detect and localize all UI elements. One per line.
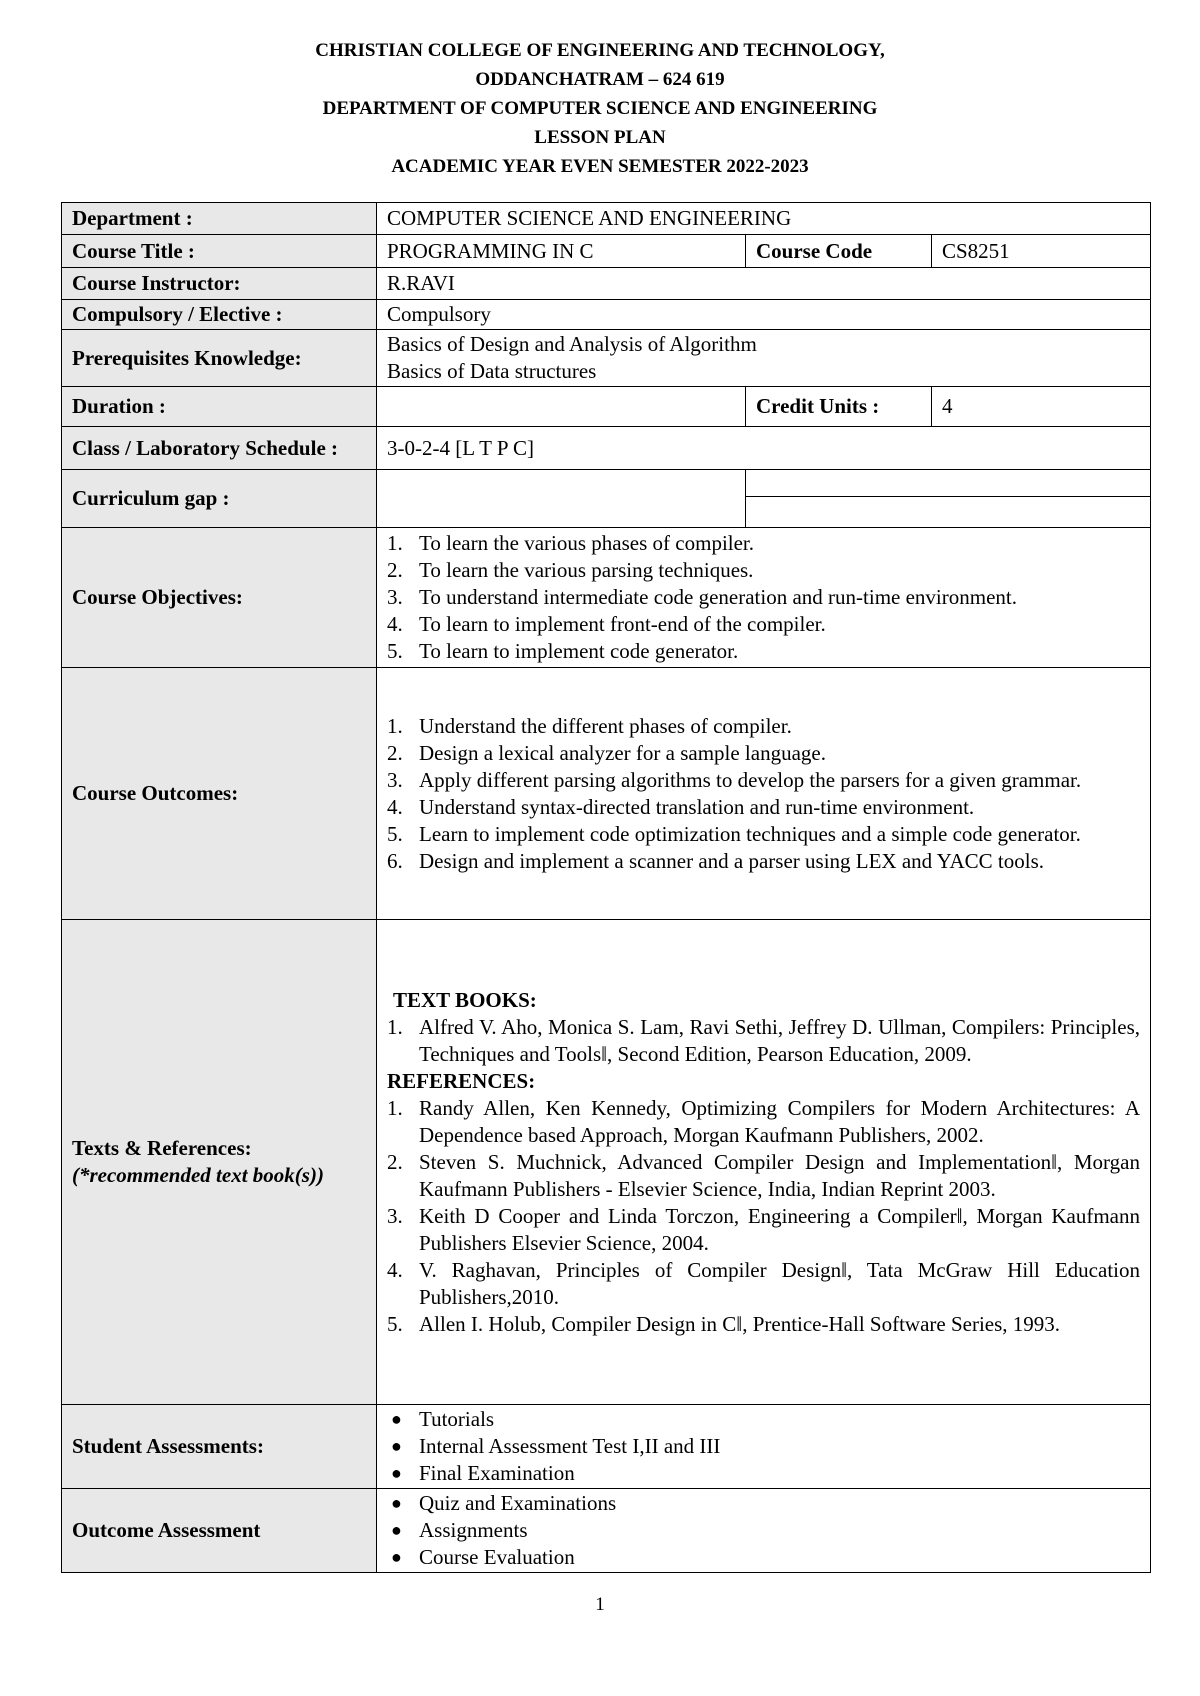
list-item: 1. Randy Allen, Ken Kennedy, Optimizing Compilers for Modern Architectures: A Dependence based Approach, Morgan Kaufmann Publishers, 2002. (387, 1095, 1140, 1147)
bullet-icon: ● (391, 1463, 402, 1483)
list-item: 3. Keith D Cooper and Linda Torczon, Engineering a Compiler‖, Morgan Kaufmann Publishers Elsevier Science, 2004. (387, 1203, 1140, 1255)
list-item: ● Tutorials (391, 1407, 495, 1431)
row-objectives (62, 528, 1151, 668)
college-name: CHRISTIAN COLLEGE OF ENGINEERING AND TECHNOLOGY, (315, 40, 885, 61)
schedule-value: 3-0-2-4 [L T P C] (377, 427, 1151, 470)
bullet-icon: ● (391, 1436, 402, 1456)
course-title-value: PROGRAMMING IN C (377, 235, 746, 268)
row-compulsory (62, 300, 1151, 330)
list-item: 6. Design and implement a scanner and a parser using LEX and YACC tools. (387, 848, 1044, 873)
textbooks-heading: TEXT BOOKS: (393, 987, 537, 1012)
row-instructor (62, 268, 1151, 300)
row-duration (62, 387, 1151, 427)
course-title-label: Course Title : (62, 235, 377, 268)
duration-value (377, 387, 746, 427)
instructor-value: R.RAVI (377, 268, 1151, 300)
textbooks-list (387, 1014, 1140, 1068)
prerequisites-label: Prerequisites Knowledge: (62, 330, 377, 387)
references-heading: REFERENCES: (387, 1068, 536, 1093)
row-curriculum-gap (62, 470, 1151, 528)
texts-sublabel: (*recommended text book(s)) (72, 1163, 324, 1187)
curriculum-gap-value (377, 470, 746, 528)
row-outcomes (62, 668, 1151, 920)
curriculum-gap-divider (746, 470, 1150, 497)
outcome-assessment-label: Outcome Assessment (62, 1489, 377, 1573)
credit-units-value: 4 (932, 387, 1151, 427)
duration-label: Duration : (62, 387, 377, 427)
course-code-value: CS8251 (932, 235, 1151, 268)
academic-year: ACADEMIC YEAR EVEN SEMESTER 2022-2023 (391, 156, 809, 177)
list-item: 2. Design a lexical analyzer for a sample language. (387, 740, 826, 765)
department-value: COMPUTER SCIENCE AND ENGINEERING (377, 203, 1151, 235)
objectives-list-cell (377, 528, 1151, 668)
prerequisites-value (377, 330, 1151, 387)
row-outcome-assessment (62, 1489, 1151, 1573)
curriculum-gap-label: Curriculum gap : (62, 470, 377, 528)
texts-label: Texts & References: (72, 1136, 252, 1160)
list-item: 4. V. Raghavan, Principles of Compiler Design‖, Tata McGraw Hill Education Publishers,2010. (387, 1257, 1140, 1309)
list-item: ● Course Evaluation (391, 1545, 575, 1569)
list-item: 4. To learn to implement front-end of the compiler. (387, 612, 826, 636)
texts-references-cell (377, 920, 1151, 1405)
instructor-label: Course Instructor: (62, 268, 377, 300)
list-item: 2. Steven S. Muchnick, Advanced Compiler Design and Implementation‖, Morgan Kaufmann Publishers - Elsevier Science, India, Indian Reprint 2003. (387, 1149, 1140, 1201)
student-assessments-list (387, 1406, 1140, 1487)
row-department (62, 203, 1151, 235)
list-item: 3. Apply different parsing algorithms to develop the parsers for a given grammar. (387, 767, 1082, 792)
row-prerequisites (62, 330, 1151, 387)
outcome-assessment-cell (377, 1489, 1151, 1573)
list-item: 5. To learn to implement code generator. (387, 639, 739, 663)
compulsory-value: Compulsory (377, 300, 1151, 330)
row-texts-references (62, 920, 1151, 1405)
list-item: 1. To learn the various phases of compiler. (387, 531, 755, 555)
row-student-assessments (62, 1405, 1151, 1489)
department-title: DEPARTMENT OF COMPUTER SCIENCE AND ENGINEERING (322, 98, 878, 119)
lesson-plan-table (61, 202, 1151, 1573)
list-item: 1. Understand the different phases of compiler. (387, 713, 792, 738)
row-schedule (62, 427, 1151, 470)
bullet-icon: ● (391, 1493, 402, 1513)
list-item: ● Quiz and Examinations (391, 1491, 617, 1515)
list-item: 5. Learn to implement code optimization techniques and a simple code generator. (387, 821, 1081, 846)
row-course-title (62, 235, 1151, 268)
list-item: 1. Alfred V. Aho, Monica S. Lam, Ravi Sethi, Jeffrey D. Ullman, Compilers: Principles, Techniques and Tools‖, Second Edition, Pearson Education, 2009. (387, 1014, 1140, 1066)
bullet-icon: ● (391, 1409, 402, 1429)
course-code-label: Course Code (746, 235, 932, 268)
list-item: ● Internal Assessment Test I,II and III (391, 1434, 721, 1458)
schedule-label: Class / Laboratory Schedule : (62, 427, 377, 470)
list-item: ● Assignments (391, 1518, 528, 1542)
list-item: 4. Understand syntax-directed translation and run-time environment. (387, 794, 975, 819)
page-number: 1 (595, 1594, 605, 1615)
compulsory-label: Compulsory / Elective : (62, 300, 377, 330)
credit-units-label: Credit Units : (746, 387, 932, 427)
outcome-assessment-list (387, 1490, 1140, 1571)
list-item: 2. To learn the various parsing techniques. (387, 558, 754, 582)
student-assessments-label: Student Assessments: (62, 1405, 377, 1489)
bullet-icon: ● (391, 1520, 402, 1540)
college-address: ODDANCHATRAM – 624 619 (475, 69, 725, 90)
outcomes-list-cell (377, 668, 1151, 920)
document-header (0, 36, 1200, 181)
bullet-icon: ● (391, 1547, 402, 1567)
curriculum-gap-split-cell (746, 470, 1151, 528)
list-item: 5. Allen I. Holub, Compiler Design in C‖, Prentice-Hall Software Series, 1993. (387, 1311, 1061, 1336)
prerequisite-item: Basics of Data structures (387, 359, 597, 383)
objectives-label: Course Objectives: (62, 528, 377, 668)
document-title: LESSON PLAN (534, 127, 666, 148)
list-item: ● Final Examination (391, 1461, 575, 1485)
prerequisite-item: Basics of Design and Analysis of Algorithm (387, 332, 757, 356)
texts-references-label (62, 920, 377, 1405)
outcomes-list (387, 713, 1140, 875)
objectives-list (387, 530, 1140, 665)
references-list (387, 1095, 1140, 1338)
student-assessments-cell (377, 1405, 1151, 1489)
outcomes-label: Course Outcomes: (62, 668, 377, 920)
list-item: 3. To understand intermediate code generation and run-time environment. (387, 585, 1017, 609)
department-label: Department : (62, 203, 377, 235)
